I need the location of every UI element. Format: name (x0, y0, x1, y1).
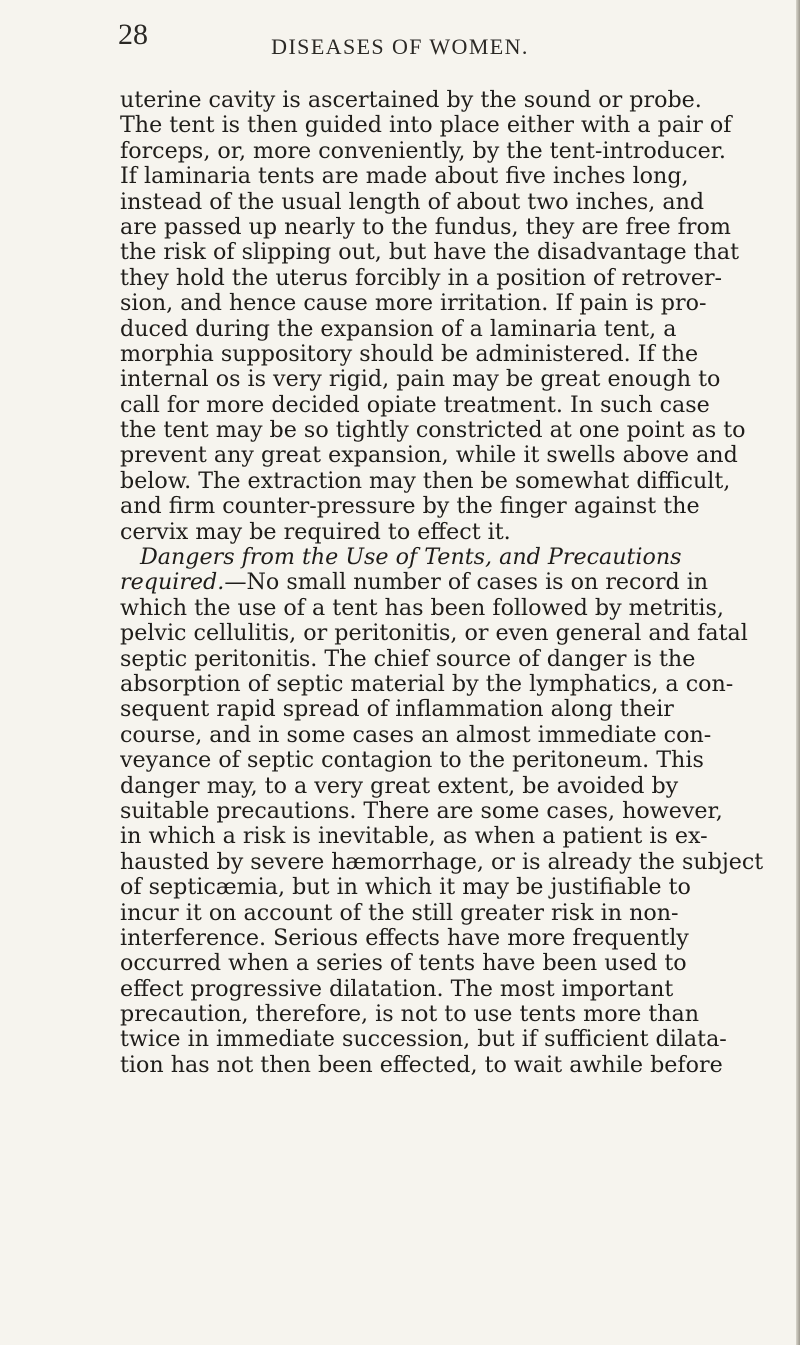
text-line: the tent may be so tightly constricted at one point as to (120, 418, 746, 444)
body-text (120, 88, 796, 1078)
text-line: incur it on account of the still greater risk in non- (120, 900, 679, 926)
text-line: effect progressive dilatation. The most important (120, 976, 674, 1002)
text-line: which the use of a tent has been followed by metritis, (120, 595, 724, 621)
text-line: the risk of slipping out, but have the disadvantage that (120, 240, 740, 266)
text-line: uterine cavity is ascertained by the sound or probe. (120, 88, 702, 113)
text-line: danger may, to a very great extent, be avoided by (120, 773, 679, 799)
text-line: of septicæmia, but in which it may be justifiable to (120, 875, 691, 901)
text-line: cervix may be required to effect it. (120, 519, 511, 545)
text-line: septic peritonitis. The chief source of danger is the (120, 646, 696, 672)
section-heading: Dangers from the Use of Tents, and Precautions (140, 545, 682, 571)
text-line: suitable precautions. There are some cases, however, (120, 798, 723, 824)
text-line: they hold the uterus forcibly in a position of retrover- (120, 265, 723, 291)
text-line: twice in immediate succession, but if sufficient dilata- (120, 1027, 727, 1053)
text-line: and firm counter-pressure by the finger against the (120, 494, 700, 520)
page-edge (796, 0, 800, 1345)
text-line: forceps, or, more conveniently, by the tent-introducer. (120, 138, 726, 164)
running-head: DISEASES OF WOMEN. (271, 34, 529, 59)
text-line: sion, and hence cause more irritation. If pain is pro- (120, 291, 707, 317)
text-line: in which a risk is inevitable, as when a patient is ex- (120, 824, 708, 850)
text-line: pelvic cellulitis, or peritonitis, or even general and fatal (120, 621, 748, 647)
text-line: are passed up nearly to the fundus, they are free from (120, 214, 731, 240)
text-line: If laminaria tents are made about five inches long, (120, 164, 689, 190)
text-line: precaution, therefore, is not to use tents more than (120, 1002, 700, 1028)
section-heading-line (120, 545, 796, 570)
section-first-sentence: —No small number of cases is on record in (224, 570, 709, 596)
text-line: internal os is very rigid, pain may be great enough to (120, 367, 721, 393)
text-line: below. The extraction may then be somewhat difficult, (120, 468, 731, 494)
text-line: prevent any great expansion, while it swells above and (120, 443, 738, 469)
text-line: hausted by severe hæmorrhage, or is already the subject (120, 849, 764, 875)
text-line: absorption of septic material by the lymphatics, a con- (120, 671, 734, 697)
text-line: instead of the usual length of about two inches, and (120, 189, 705, 215)
text-line: interference. Serious effects have more frequently (120, 925, 689, 951)
text-line: The tent is then guided into place either with a pair of (120, 113, 732, 139)
text-line: sequent rapid spread of inflammation along their (120, 697, 674, 723)
section-heading-continued: required. (120, 570, 225, 596)
text-line: occurred when a series of tents have been used to (120, 951, 687, 977)
text-line: morphia suppository should be administered. If the (120, 341, 699, 367)
text-line: course, and in some cases an almost immediate con- (120, 722, 712, 748)
page-number: 28 (118, 18, 148, 51)
text-line: veyance of septic contagion to the peritoneum. This (120, 748, 704, 774)
text-line: tion has not then been effected, to wait awhile before (120, 1052, 723, 1078)
text-line: duced during the expansion of a laminaria tent, a (120, 316, 677, 342)
text-line: call for more decided opiate treatment. In such case (120, 392, 710, 418)
section-heading-line-2 (120, 570, 796, 595)
